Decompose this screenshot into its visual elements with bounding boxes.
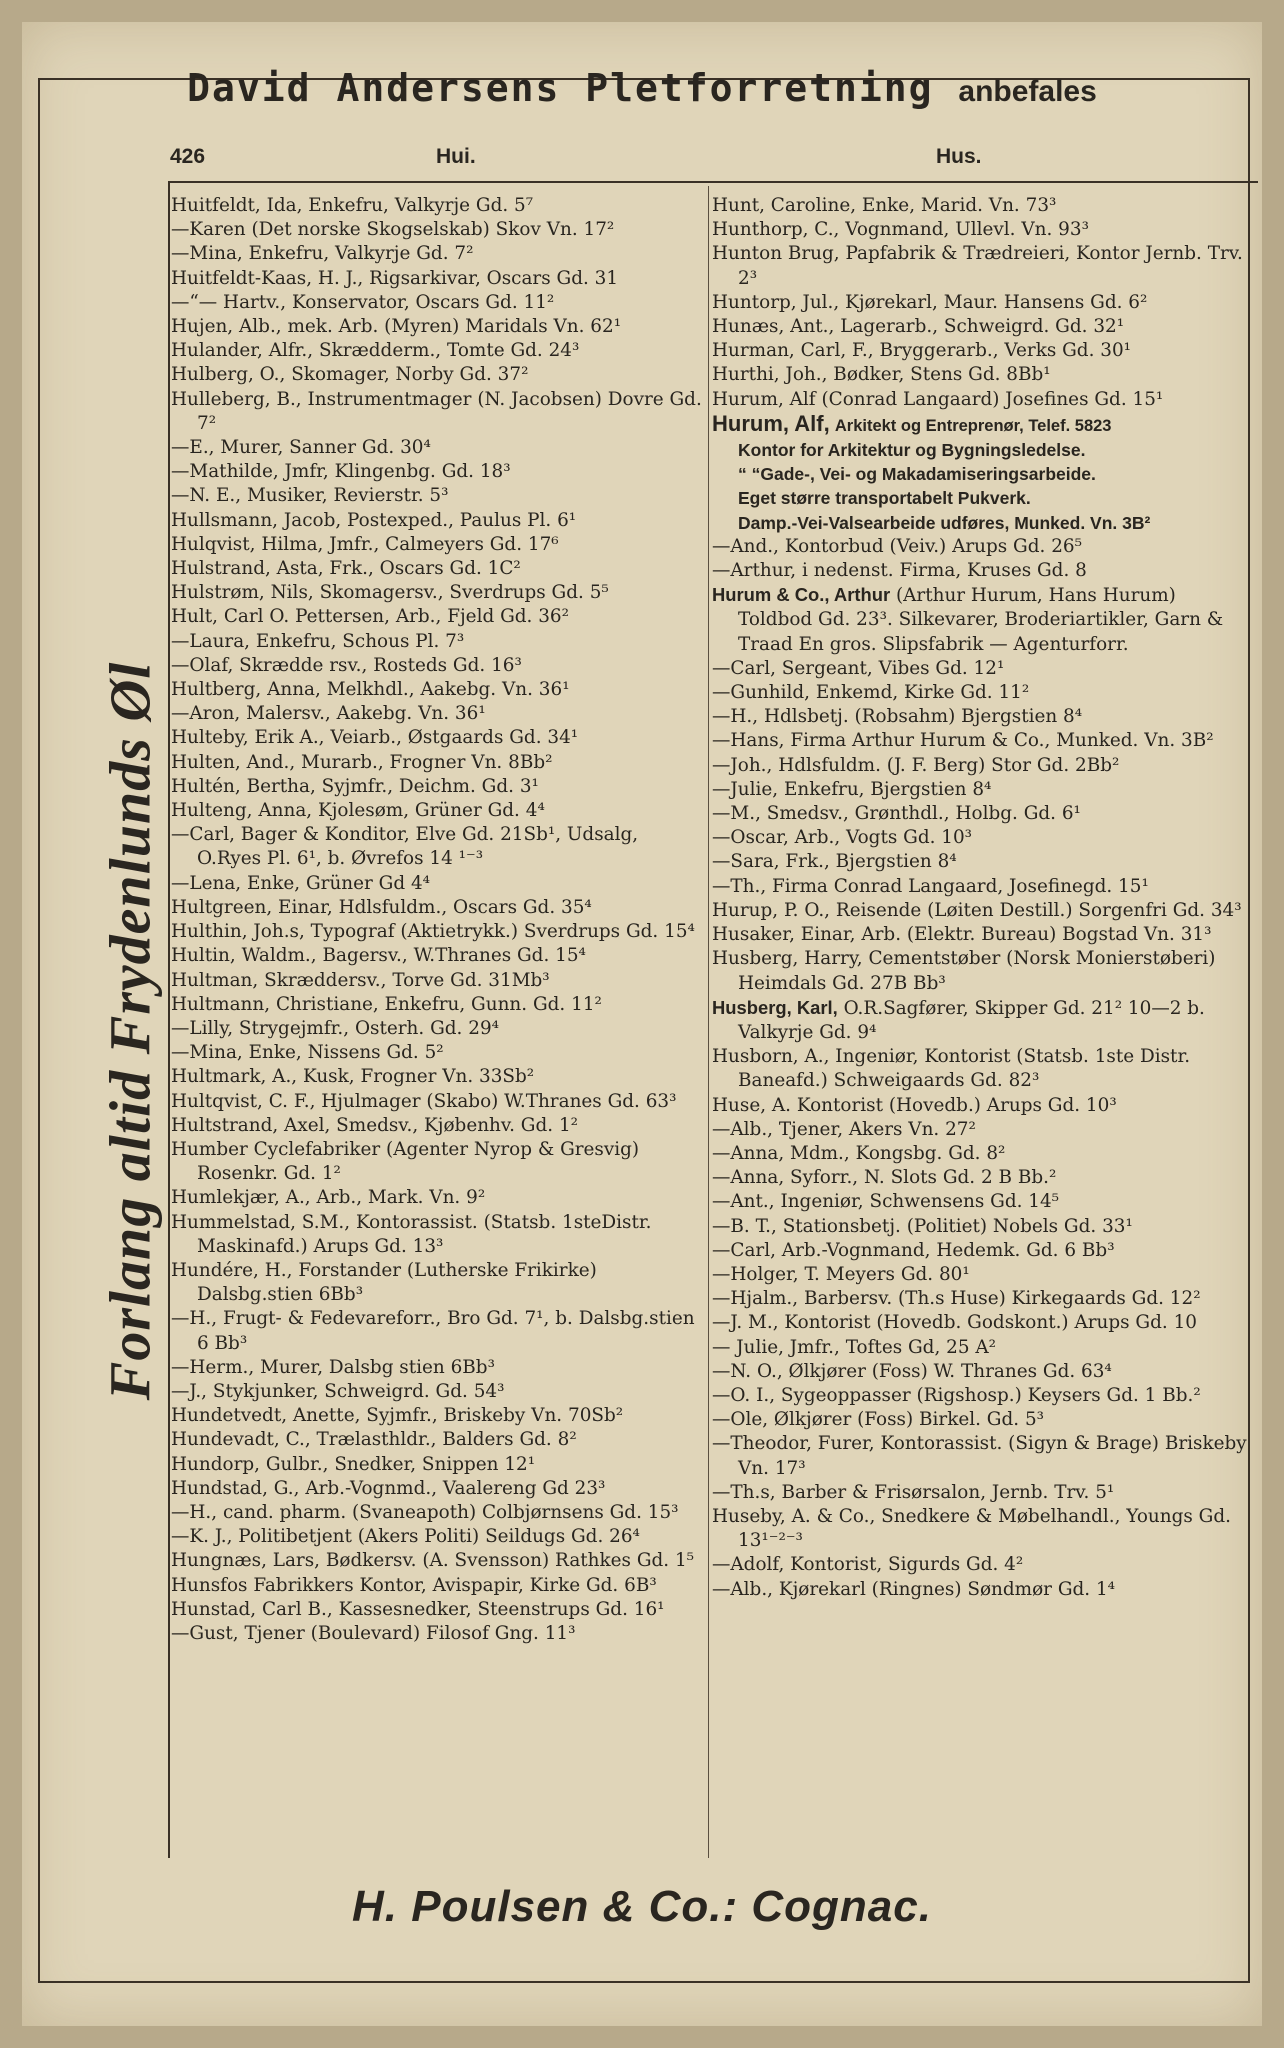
list-item: —Holger, T. Meyers Gd. 80¹ bbox=[712, 1263, 970, 1285]
list-item: —Alb., Tjener, Akers Vn. 27² bbox=[712, 1118, 976, 1140]
list-item: Hultmann, Christiane, Enkefru, Gunn. Gd. 11² bbox=[171, 993, 602, 1015]
list-item: —N. O., Ølkjører (Foss) W. Thranes Gd. 63⁴ bbox=[712, 1360, 1112, 1382]
list-item: Huitfeldt, Ida, Enkefru, Valkyrje Gd. 5⁷ bbox=[171, 195, 534, 216]
list-item: Hultgreen, Einar, Hdlsfuldm., Oscars Gd. 35⁴ bbox=[171, 896, 592, 918]
list-item: Hunstad, Carl B., Kassesnedker, Steenstrups Gd. 16¹ bbox=[171, 1598, 665, 1620]
list-item: Hundstad, G., Arb.-Vognmd., Vaalereng Gd 23³ bbox=[171, 1477, 606, 1499]
margin-rule bbox=[168, 181, 170, 1858]
list-item: —Joh., Hdlsfuldm. (J. F. Berg) Stor Gd. 2Bb² bbox=[712, 754, 1120, 776]
list-item: Hundére, H., Forstander (Lutherske Frikirke) Dalsbg.stien 6Bb³ bbox=[171, 1259, 597, 1306]
list-item: Hundevadt, C., Trælasthldr., Balders Gd. 8² bbox=[171, 1429, 577, 1451]
list-item: Huse, A. Kontorist (Hovedb.) Arups Gd. 10³ bbox=[712, 1094, 1117, 1116]
list-item: Husaker, Einar, Arb. (Elektr. Bureau) Bogstad Vn. 31³ bbox=[712, 924, 1212, 946]
list-item: Husberg, Harry, Cementstøber (Norsk Monierstøberi) Heimdals Gd. 27B Bb³ bbox=[712, 948, 1216, 994]
list-item: — Julie, Jmfr., Toftes Gd, 25 A² bbox=[712, 1336, 997, 1358]
hurum-advert-line1: Arkitekt og Entreprenør, Telef. 5823 bbox=[834, 416, 1112, 435]
list-item: Hunsfos Fabrikkers Kontor, Avispapir, Kirke Gd. 6B³ bbox=[171, 1574, 657, 1596]
list-item: —Carl, Bager & Konditor, Elve Gd. 21Sb¹, Udsalg, O.Ryes Pl. 6¹, b. Øvrefos 14 ¹⁻³ bbox=[171, 824, 639, 870]
list-item: —Hjalm., Barbersv. (Th.s Huse) Kirkegaards Gd. 12² bbox=[712, 1288, 1201, 1310]
list-item: —Mina, Enke, Nissens Gd. 5² bbox=[171, 1042, 444, 1064]
list-item: —N. E., Musiker, Revierstr. 5³ bbox=[171, 485, 449, 507]
list-item: —Arthur, i nedenst. Firma, Kruses Gd. 8 bbox=[712, 560, 1087, 582]
list-item: —H., Hdlsbetj. (Robsahm) Bjergstien 8⁴ bbox=[712, 706, 1083, 728]
list-item: —Alb., Kjørekarl (Ringnes) Søndmør Gd. 1⁴ bbox=[712, 1578, 1116, 1600]
list-item: Hunt, Caroline, Enke, Marid. Vn. 73³ bbox=[712, 195, 1057, 216]
list-item: Hult, Carl O. Pettersen, Arb., Fjeld Gd. 36² bbox=[171, 606, 569, 628]
header-rule bbox=[168, 181, 1258, 183]
list-item: Hulten, And., Murarb., Frogner Vn. 8Bb² bbox=[171, 751, 553, 773]
list-item: Hurup, P. O., Reisende (Løiten Destill.) Sorgenfri Gd. 34³ bbox=[712, 899, 1242, 921]
list-item: Hunton Brug, Papfabrik & Trædreieri, Kontor Jernb. Trv. 2³ bbox=[712, 243, 1243, 289]
list-item: —E., Murer, Sanner Gd. 30⁴ bbox=[171, 437, 431, 459]
list-item: —Adolf, Kontorist, Sigurds Gd. 4² bbox=[712, 1554, 1024, 1576]
list-item: —Julie, Enkefru, Bjergstien 8⁴ bbox=[712, 778, 992, 800]
top-advert-banner bbox=[0, 66, 1284, 110]
list-item: Husborn, A., Ingeniør, Kontorist (Statsb. 1ste Distr. Baneafd.) Schweigaards Gd. 82³ bbox=[712, 1046, 1191, 1092]
list-item: Hunæs, Ant., Lagerarb., Schweigrd. Gd. 32¹ bbox=[712, 316, 1125, 338]
list-item: —H., Frugt- & Fedevareforr., Bro Gd. 7¹, b. Dalsbg.stien 6 Bb³ bbox=[171, 1308, 695, 1354]
left-column bbox=[171, 194, 705, 1646]
list-item: Hultén, Bertha, Syjmfr., Deichm. Gd. 3¹ bbox=[171, 775, 539, 797]
list-item: —M., Smedsv., Grønthdl., Holbg. Gd. 6¹ bbox=[712, 803, 1081, 825]
list-item: —And., Kontorbud (Veiv.) Arups Gd. 26⁵ bbox=[712, 535, 1082, 557]
husberg-entry bbox=[712, 996, 1252, 1045]
side-advert-text: Forlang altid Frydenlunds Øl bbox=[97, 661, 163, 1401]
list-item: Hulberg, O., Skomager, Norby Gd. 37² bbox=[171, 364, 529, 386]
list-item: Hulteby, Erik A., Veiarb., Østgaards Gd. 34¹ bbox=[171, 727, 579, 749]
top-advert-text: David Andersens Pletforretning bbox=[187, 66, 934, 110]
hurum-advert bbox=[712, 412, 1252, 535]
list-item: Hulleberg, B., Instrumentmager (N. Jacobsen) Dovre Gd. 7² bbox=[171, 388, 702, 434]
top-advert-tail: anbefales bbox=[958, 75, 1097, 108]
list-item: Hulthin, Joh.s, Typograf (Aktietrykk.) Sverdrups Gd. 15⁴ bbox=[171, 921, 695, 943]
list-item: —J., Stykjunker, Schweigrd. Gd. 54³ bbox=[171, 1380, 505, 1402]
list-item: Hultqvist, C. F., Hjulmager (Skabo) W.Thranes Gd. 63³ bbox=[171, 1090, 677, 1112]
list-item: —Mina, Enkefru, Valkyrje Gd. 7² bbox=[171, 243, 474, 265]
guide-word-right: Hus. bbox=[936, 145, 982, 168]
list-item: —Th.s, Barber & Frisørsalon, Jernb. Trv. 5¹ bbox=[712, 1481, 1115, 1503]
bottom-advert: H. Poulsen & Co.: Cognac. bbox=[352, 1882, 932, 1931]
list-item: —Herm., Murer, Dalsbg stien 6Bb³ bbox=[171, 1356, 495, 1378]
column-divider bbox=[708, 186, 709, 1858]
list-item: —K. J., Politibetjent (Akers Politi) Seildugs Gd. 26⁴ bbox=[171, 1526, 640, 1548]
list-item: —Ant., Ingeniør, Schwensens Gd. 14⁵ bbox=[712, 1191, 1060, 1213]
list-item: Hurum, Alf (Conrad Langaard) Josefines Gd. 15¹ bbox=[712, 388, 1164, 410]
list-item: —Mathilde, Jmfr, Klingenbg. Gd. 18³ bbox=[171, 461, 511, 483]
hurum-co-details: (Arthur Hurum, Hans Hurum) Toldbod Gd. 23³. Silkevarer, Broderiartikler, Garn & Traad En gros. Slipsfabrik — Agenturforr. bbox=[738, 585, 1224, 655]
list-item: Hullsmann, Jacob, Postexped., Paulus Pl. 6¹ bbox=[171, 509, 577, 531]
list-item: Hurthi, Joh., Bødker, Stens Gd. 8Bb¹ bbox=[712, 364, 1051, 386]
list-item: —Ole, Ølkjører (Foss) Birkel. Gd. 5³ bbox=[712, 1409, 1045, 1431]
list-item: Huseby, A. & Co., Snedkere & Møbelhandl., Youngs Gd. 13¹⁻²⁻³ bbox=[712, 1505, 1231, 1552]
list-item: Hulstrøm, Nils, Skomagersv., Sverdrups Gd. 5⁵ bbox=[171, 582, 609, 604]
guide-word-left: Hui. bbox=[436, 145, 476, 168]
list-item: —Laura, Enkefru, Schous Pl. 7³ bbox=[171, 630, 465, 652]
hurum-advert-line2: Kontor for Arkitektur og Bygningsledelse. bbox=[738, 440, 1086, 461]
list-item: Hujen, Alb., mek. Arb. (Myren) Maridals Vn. 62¹ bbox=[171, 316, 622, 338]
list-item: Hundorp, Gulbr., Snedker, Snippen 12¹ bbox=[171, 1453, 536, 1475]
right-column bbox=[712, 194, 1252, 1602]
list-item: —Hans, Firma Arthur Hurum & Co., Munked. Vn. 3B² bbox=[712, 730, 1214, 752]
list-item: Hultin, Waldm., Bagersv., W.Thranes Gd. 15⁴ bbox=[171, 945, 586, 967]
hurum-advert-line3: “ “Gade-, Vei- og Makadamiseringsarbeide. bbox=[738, 464, 1096, 485]
list-item: —H., cand. pharm. (Svaneapoth) Colbjørnsens Gd. 15³ bbox=[171, 1501, 679, 1523]
hurum-advert-line4: Eget større transportabelt Pukverk. bbox=[738, 488, 1031, 509]
list-item: Humlekjær, A., Arb., Mark. Vn. 9² bbox=[171, 1187, 486, 1209]
list-item: —B. T., Stationsbetj. (Politiet) Nobels Gd. 33¹ bbox=[712, 1215, 1133, 1237]
list-item: Hundetvedt, Anette, Syjmfr., Briskeby Vn. 70Sb² bbox=[171, 1405, 624, 1427]
list-item: —Theodor, Furer, Kontorassist. (Sigyn & Brage) Briskeby Vn. 17³ bbox=[712, 1433, 1247, 1479]
list-item: Hurman, Carl, F., Bryggerarb., Verks Gd. 30¹ bbox=[712, 340, 1132, 362]
list-item: —“— Hartv., Konservator, Oscars Gd. 11² bbox=[171, 291, 555, 313]
list-item: —Sara, Frk., Bjergstien 8⁴ bbox=[712, 851, 957, 873]
list-item: Hulstrand, Asta, Frk., Oscars Gd. 1C² bbox=[171, 558, 521, 580]
hurum-advert-line5: Damp.-Vei-Valsearbeide udføres, Munked. Vn. 3B² bbox=[738, 512, 1151, 533]
list-item: Hulander, Alfr., Skrædderm., Tomte Gd. 24³ bbox=[171, 340, 580, 362]
list-item: —Olaf, Skrædde rsv., Rosteds Gd. 16³ bbox=[171, 654, 522, 676]
list-item: Humber Cyclefabriker (Agenter Nyrop & Gresvig) Rosenkr. Gd. 1² bbox=[171, 1138, 640, 1185]
list-item: —Lilly, Strygejmfr., Osterh. Gd. 29⁴ bbox=[171, 1017, 500, 1039]
list-item: Hultman, Skræddersv., Torve Gd. 31Mb³ bbox=[171, 969, 550, 991]
list-item: Hultberg, Anna, Melkhdl., Aakebg. Vn. 36¹ bbox=[171, 679, 570, 701]
list-item: —Oscar, Arb., Vogts Gd. 10³ bbox=[712, 827, 973, 849]
list-item: —Carl, Arb.-Vognmand, Hedemk. Gd. 6 Bb³ bbox=[712, 1239, 1115, 1261]
husberg-details: O.R.Sagfører, Skipper Gd. 21² 10—2 b. Valkyrje Gd. 9⁴ bbox=[738, 997, 1205, 1043]
list-item: —Carl, Sergeant, Vibes Gd. 12¹ bbox=[712, 657, 1005, 679]
list-item: —Aron, Malersv., Aakebg. Vn. 36¹ bbox=[171, 703, 486, 725]
list-item: —Anna, Mdm., Kongsbg. Gd. 8² bbox=[712, 1142, 1006, 1164]
list-item: —Lena, Enke, Grüner Gd 4⁴ bbox=[171, 872, 431, 894]
list-item: Hungnæs, Lars, Bødkersv. (A. Svensson) Rathkes Gd. 1⁵ bbox=[171, 1550, 695, 1572]
list-item: —Karen (Det norske Skogselskab) Skov Vn. 17² bbox=[171, 219, 615, 241]
hurum-co-entry bbox=[712, 583, 1252, 657]
hurum-co-name: Hurum & Co., Arthur bbox=[712, 584, 891, 606]
hurum-advert-name: Hurum, Alf, bbox=[712, 410, 830, 436]
list-item: —J. M., Kontorist (Hovedb. Godskont.) Arups Gd. 10 bbox=[712, 1312, 1197, 1334]
list-item: —Gunhild, Enkemd, Kirke Gd. 11² bbox=[712, 682, 1030, 704]
list-item: Hultstrand, Axel, Smedsv., Kjøbenhv. Gd. 1² bbox=[171, 1114, 579, 1136]
list-item: Huntorp, Jul., Kjørekarl, Maur. Hansens Gd. 6² bbox=[712, 291, 1148, 313]
list-item: Hulqvist, Hilma, Jmfr., Calmeyers Gd. 17⁶ bbox=[171, 533, 559, 555]
list-item: Hummelstad, S.M., Kontorassist. (Statsb. 1steDistr. Maskinafd.) Arups Gd. 13³ bbox=[171, 1211, 652, 1257]
husberg-name: Husberg, Karl, bbox=[712, 996, 838, 1018]
list-item: Huitfeldt-Kaas, H. J., Rigsarkivar, Oscars Gd. 31 bbox=[171, 267, 619, 289]
list-item: Hunthorp, C., Vognmand, Ullevl. Vn. 93³ bbox=[712, 219, 1089, 241]
list-item: Hulteng, Anna, Kjolesøm, Grüner Gd. 4⁴ bbox=[171, 800, 545, 822]
list-item: —Th., Firma Conrad Langaard, Josefinegd. 15¹ bbox=[712, 875, 1149, 897]
list-item: —Anna, Syforr., N. Slots Gd. 2 B Bb.² bbox=[712, 1167, 1057, 1189]
list-item: —Gust, Tjener (Boulevard) Filosof Gng. 11³ bbox=[171, 1622, 576, 1644]
list-item: —O. I., Sygeoppasser (Rigshosp.) Keysers Gd. 1 Bb.² bbox=[712, 1384, 1201, 1406]
list-item: Hultmark, A., Kusk, Frogner Vn. 33Sb² bbox=[171, 1066, 535, 1088]
page-number: 426 bbox=[170, 145, 206, 168]
